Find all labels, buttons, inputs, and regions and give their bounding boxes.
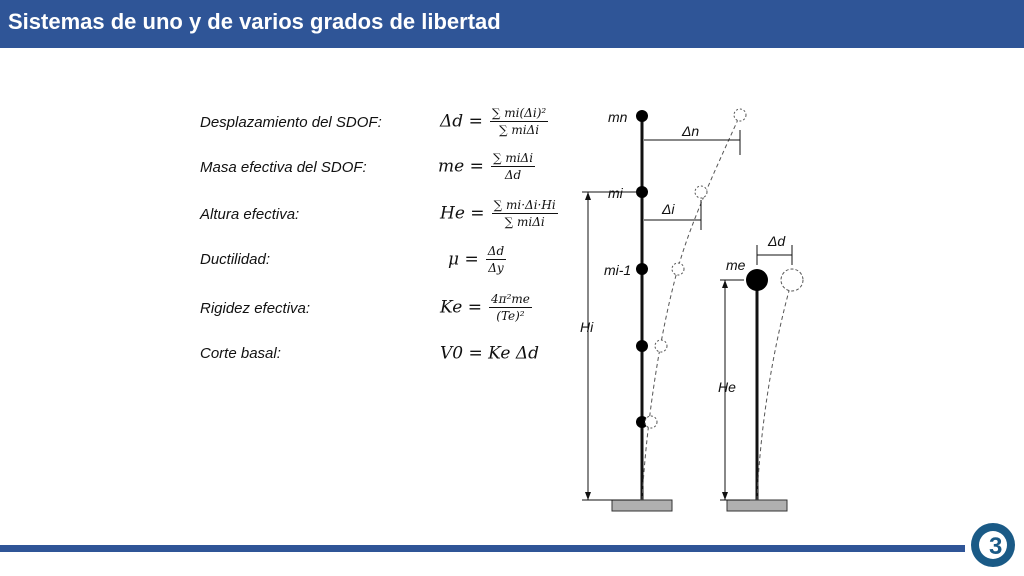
arrow-head <box>722 280 728 288</box>
mdof-base <box>612 500 672 511</box>
row-label-effective-stiffness: Rigidez efectiva: <box>200 300 311 317</box>
formula-numerator: ∑ mi·Δi·Hi <box>493 198 556 212</box>
label-mi: mi <box>608 185 623 201</box>
mdof-displaced-mass <box>672 263 684 275</box>
formula-denominator: (Te)² <box>496 309 525 323</box>
formula-lhs: me = <box>438 156 484 177</box>
label-delta-n: Δn <box>682 123 700 139</box>
row-label-effective-height: Altura efectiva: <box>200 206 300 223</box>
mdof-displaced-mass <box>734 109 746 121</box>
slide-title: Sistemas de uno y de varios grados de libertad <box>8 9 501 34</box>
formula-denominator: Δd <box>504 168 522 182</box>
formula-ductility <box>448 244 506 275</box>
arrow-head <box>722 492 728 500</box>
footer-bar <box>0 545 965 552</box>
logo <box>968 520 1018 570</box>
label-hi: Hi <box>580 319 594 335</box>
row-label-effective-mass: Masa efectiva del SDOF: <box>200 159 367 176</box>
mdof-mass-n <box>636 110 648 122</box>
structural-diagram <box>560 100 820 520</box>
formula-numerator: ∑ mi(Δi)² <box>491 106 547 120</box>
mdof-displaced-mass <box>645 416 657 428</box>
label-mn: mn <box>608 109 628 125</box>
formula-denominator: ∑ miΔi <box>504 215 545 229</box>
label-delta-d: Δd <box>768 233 786 249</box>
formula-base-shear <box>440 343 539 364</box>
formula-effective-mass <box>438 151 535 182</box>
title-bar <box>0 0 1024 48</box>
formula-effective-stiffness <box>440 292 532 323</box>
formula-inline: V0 = Ke Δd <box>440 343 540 364</box>
arrow-head <box>585 492 591 500</box>
sdof-displaced-mass <box>781 269 803 291</box>
formula-denominator: ∑ miΔi <box>498 123 540 137</box>
formula-lhs: μ = <box>448 249 479 270</box>
formula-sdof-displacement <box>440 106 548 137</box>
formula-numerator: 4π²me <box>491 292 530 306</box>
sdof-base <box>727 500 787 511</box>
arrow-head <box>585 192 591 200</box>
formula-effective-height <box>440 198 558 229</box>
logo-text: 3 <box>989 533 1003 560</box>
sdof-deformed-shape <box>757 280 792 500</box>
label-he: He <box>718 379 736 395</box>
formula-lhs: Ke = <box>440 297 482 318</box>
formula-lhs: He = <box>440 203 485 224</box>
label-delta-i: Δi <box>662 201 675 217</box>
row-label-base-shear: Corte basal: <box>200 345 281 362</box>
formula-denominator: Δy <box>488 261 504 275</box>
mdof-displaced-mass <box>655 340 667 352</box>
mdof-mass-i-1 <box>636 263 648 275</box>
formula-numerator: ∑ miΔi <box>492 151 534 165</box>
label-mi-1: mi-1 <box>604 262 632 278</box>
mdof-displaced-mass <box>695 186 707 198</box>
row-label-sdof-displacement: Desplazamiento del SDOF: <box>200 114 382 131</box>
mdof-mass <box>636 340 648 352</box>
formula-numerator: Δd <box>487 244 505 258</box>
sdof-mass <box>746 269 768 291</box>
label-me: me <box>726 257 746 273</box>
formula-lhs: Δd = <box>440 111 483 132</box>
row-label-ductility: Ductilidad: <box>200 251 271 268</box>
